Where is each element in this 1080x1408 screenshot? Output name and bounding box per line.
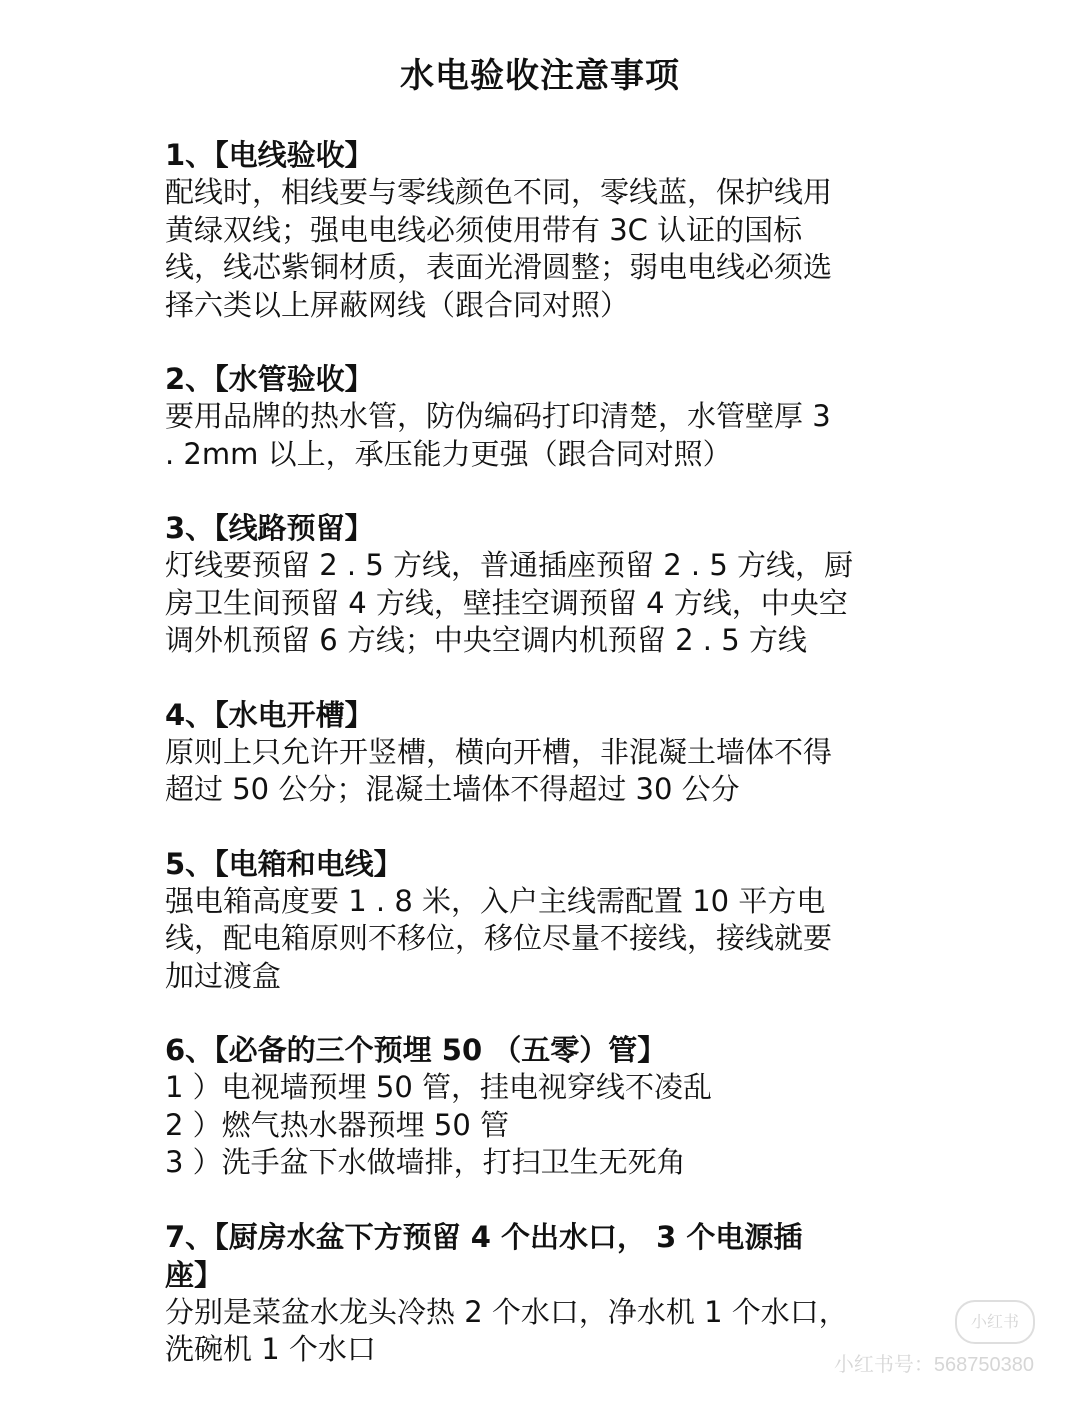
section-heading: 2、【水管验收】 — [165, 362, 374, 396]
list-item: 3 ）洗手盆下水做墙排，打扫卫生无死角 — [165, 1145, 686, 1179]
text-line: 洗碗机 1 个水口 — [165, 1332, 376, 1366]
section-wire-inspection — [165, 136, 925, 324]
text-line: 房卫生间预留 4 方线，壁挂空调预留 4 方线，中央空 — [165, 585, 848, 620]
section-heading: 5、【电箱和电线】 — [165, 846, 403, 881]
text-line: 强电箱高度要 1 . 8 米，入户主线需配置 10 平方电 — [165, 883, 826, 918]
text-line: 灯线要预留 2 . 5 方线，普通插座预留 2 . 5 方线，厨 — [165, 548, 853, 582]
text-line: 要用品牌的热水管，防伪编码打印清楚，水管壁厚 3 — [165, 399, 831, 433]
section-embedded-pipes — [165, 1031, 925, 1182]
section-heading: 1、【电线验收】 — [165, 138, 374, 172]
text-line: . 2mm 以上，承压能力更强（跟合同对照） — [165, 436, 732, 471]
section-kitchen-sink — [165, 1218, 925, 1369]
section-electric-box — [165, 845, 925, 996]
section-heading: 6、【必备的三个预埋 50 （五零）管】 — [165, 1033, 667, 1067]
text-line: 择六类以上屏蔽网线（跟合同对照） — [165, 287, 630, 322]
list-item: 1 ）电视墙预埋 50 管，挂电视穿线不凌乱 — [165, 1070, 713, 1104]
text-line: 线，线芯紫铜材质，表面光滑圆整；弱电电线必须选 — [165, 250, 833, 284]
text-line: 黄绿双线；强电电线必须使用带有 3C 认证的国标 — [165, 212, 803, 247]
section-pipe-inspection — [165, 360, 925, 473]
text-line: 分别是菜盆水龙头冷热 2 个水口，净水机 1 个水口， — [165, 1294, 848, 1329]
text-line: 加过渡盒 — [165, 958, 282, 993]
watermark-logo: 小红书 — [955, 1300, 1035, 1344]
list-item: 2 ）燃气热水器预埋 50 管 — [165, 1107, 510, 1142]
page-title: 水电验收注意事项 — [400, 56, 680, 96]
text-line: 线，配电箱原则不移位，移位尽量不接线，接线就要 — [165, 921, 833, 955]
text-line: 配线时，相线要与零线颜色不同，零线蓝，保护线用 — [165, 175, 833, 209]
text-line: 调外机预留 6 方线；中央空调内机预留 2 . 5 方线 — [165, 623, 807, 657]
document-body — [165, 136, 925, 1405]
text-line: 原则上只允许开竖槽，横向开槽，非混凝土墙体不得 — [165, 734, 833, 769]
section-circuit-reserve — [165, 509, 925, 660]
section-heading-continued: 座】 — [165, 1257, 224, 1292]
section-heading: 4、【水电开槽】 — [165, 697, 374, 732]
text-line: 超过 50 公分；混凝土墙体不得超过 30 公分 — [165, 772, 740, 806]
section-heading: 3、【线路预留】 — [165, 511, 374, 545]
section-slotting — [165, 696, 925, 809]
watermark-text: 小红书号：568750380 — [833, 1354, 1034, 1376]
section-heading: 7、【厨房水盆下方预留 4 个出水口， 3 个电源插 — [165, 1219, 803, 1254]
